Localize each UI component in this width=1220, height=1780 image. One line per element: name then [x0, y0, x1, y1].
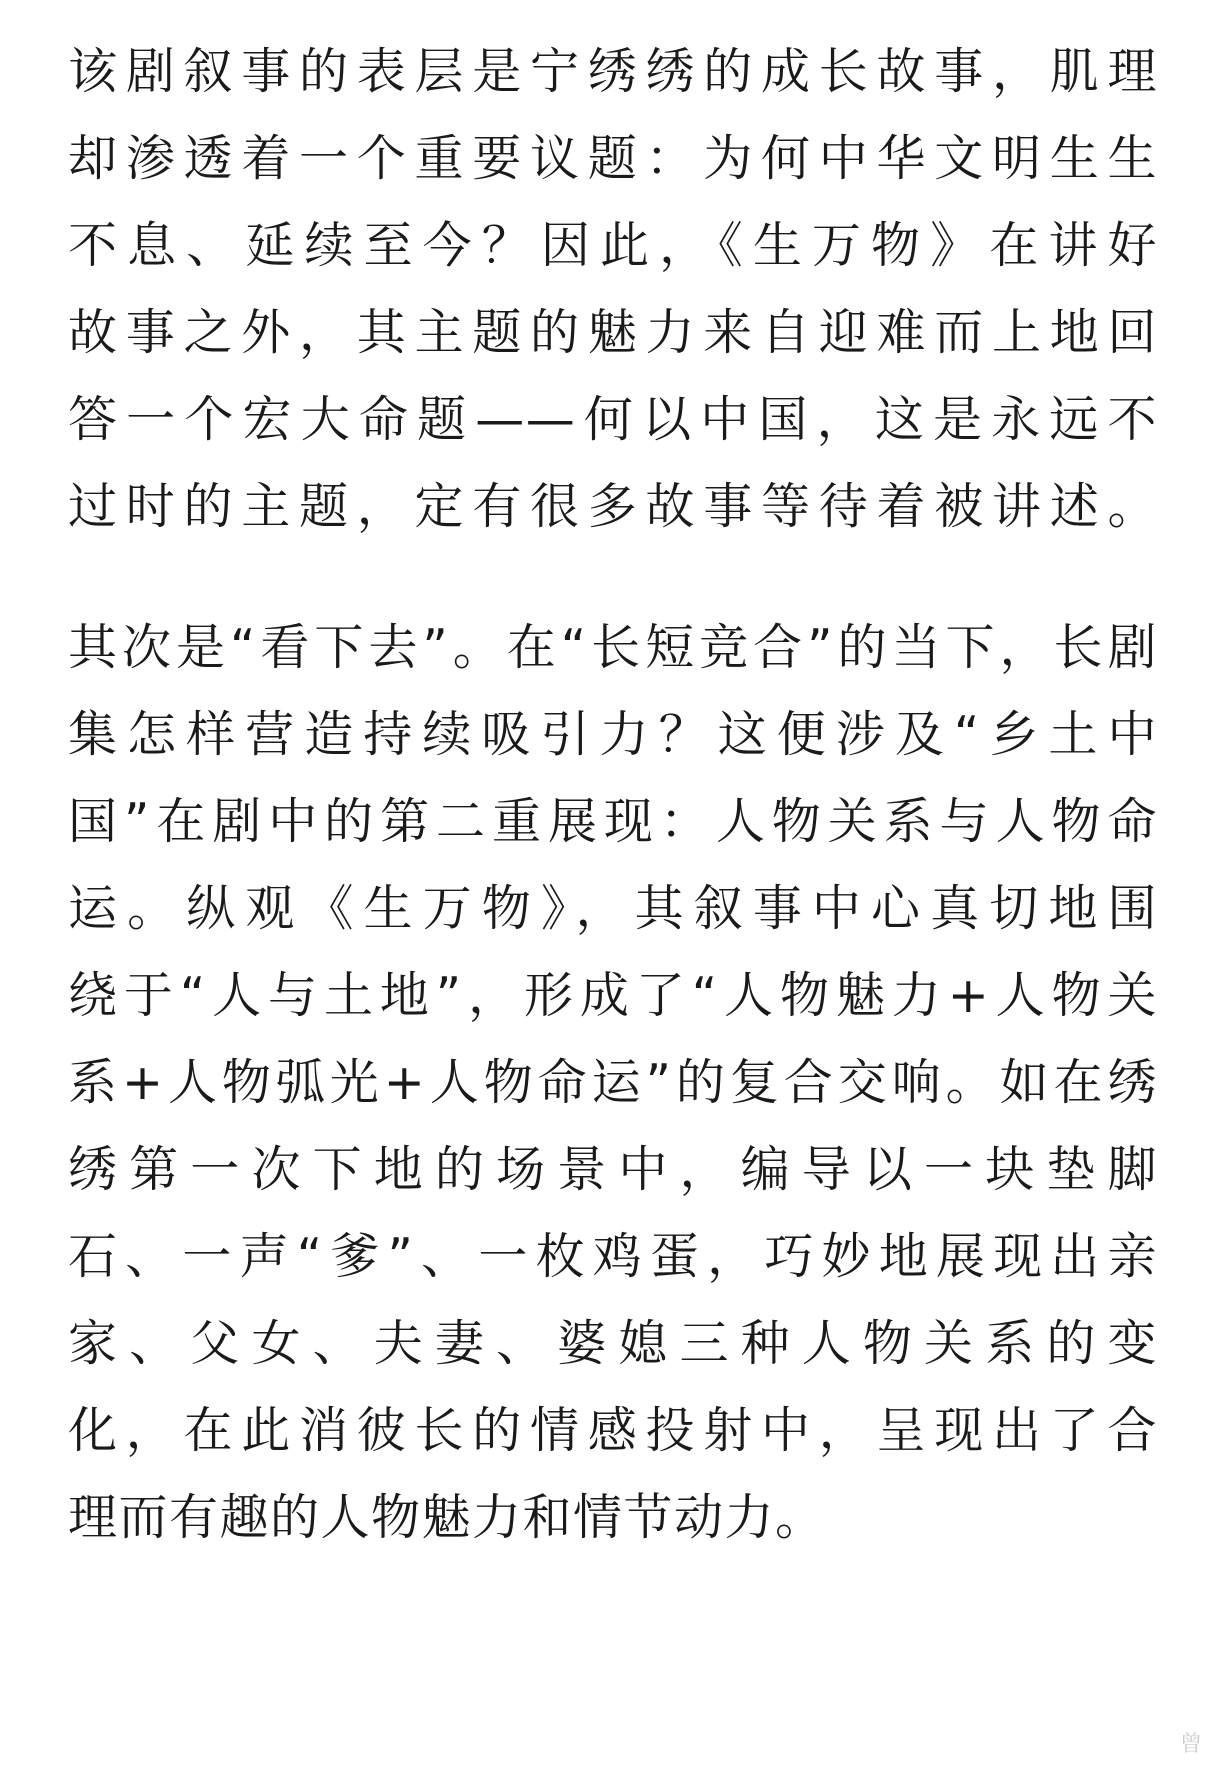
- text-line: 答一个宏大命题——何以中国，这是永远不: [68, 391, 1158, 448]
- text-line: 绕于“人与土地”，形成了“人物魅力+人物关: [68, 967, 1158, 1024]
- watermark: 曾: [1179, 1732, 1202, 1757]
- text-line: 化，在此消彼长的情感投射中，呈现出了合: [68, 1402, 1158, 1459]
- text-line: 家、父女、夫妻、婆媳三种人物关系的变: [68, 1315, 1158, 1372]
- text-line: 该剧叙事的表层是宁绣绣的成长故事，肌理: [68, 43, 1158, 100]
- text-line: 过时的主题，定有很多故事等待着被讲述。: [68, 478, 1158, 535]
- paragraph-2: [68, 604, 1158, 1561]
- paragraph-1: [68, 28, 1158, 550]
- article-body: [68, 28, 1158, 1615]
- text-line: 绣第一次下地的场景中，编导以一块垫脚: [68, 1141, 1158, 1198]
- text-line: 却渗透着一个重要议题：为何中华文明生生: [68, 130, 1158, 187]
- text-line: 运。纵观《生万物》，其叙事中心真切地围: [68, 880, 1158, 937]
- text-line: 其次是“看下去”。在“长短竞合”的当下，长剧: [68, 619, 1158, 676]
- text-line: 国”在剧中的第二重展现：人物关系与人物命: [68, 793, 1158, 850]
- text-line: 集怎样营造持续吸引力？这便涉及“乡土中: [68, 706, 1158, 763]
- text-line: 石、一声“爹”、一枚鸡蛋，巧妙地展现出亲: [68, 1228, 1158, 1285]
- text-line: 系+人物弧光+人物命运”的复合交响。如在绣: [68, 1054, 1158, 1111]
- text-line: 理而有趣的人物魅力和情节动力。: [68, 1489, 826, 1546]
- text-line: 故事之外，其主题的魅力来自迎难而上地回: [68, 304, 1158, 361]
- text-line: 不息、延续至今？因此，《生万物》在讲好: [68, 217, 1158, 274]
